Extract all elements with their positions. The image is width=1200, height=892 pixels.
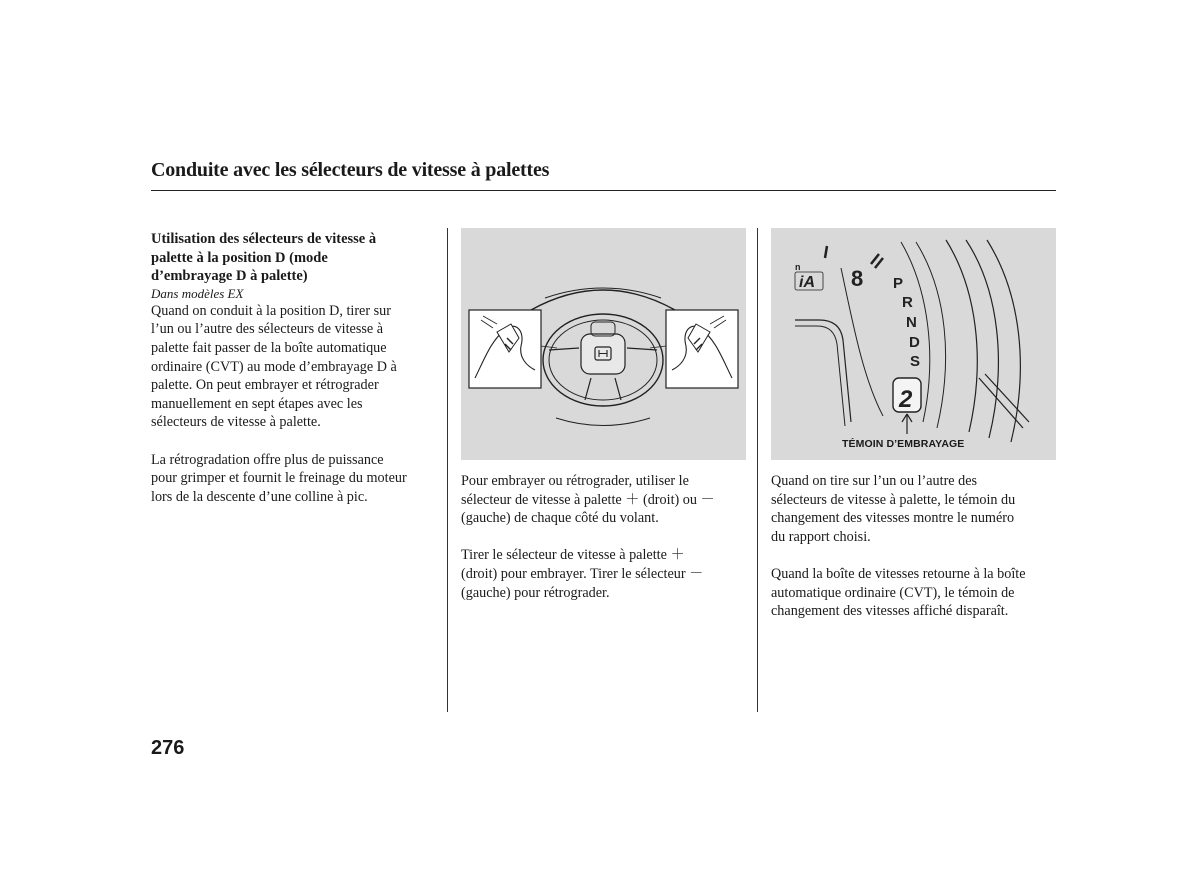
gauge-illustration — [771, 228, 1056, 460]
gear-n: N — [906, 314, 917, 331]
model-note: Dans modèles EX — [151, 285, 244, 301]
page-title: Conduite avec les sélecteurs de vitesse à palettes — [151, 159, 550, 181]
right-column — [771, 472, 1061, 621]
left-column — [151, 230, 441, 506]
column-divider-right — [757, 228, 758, 712]
middle-column — [461, 472, 751, 602]
section-heading: Utilisation des sélecteurs de vitesse à palette à la position D (mode d’embrayage D à palette) — [151, 231, 377, 285]
gauge-speed-digit: 8 — [851, 266, 864, 291]
column-divider-left — [447, 228, 448, 712]
left-paragraph-1: Quand on conduit à la position D, tirer sur l’un ou l’autre des sélecteurs de vitesse à palette fait passer de la boîte automatique ordinaire (CVT) au mode d’embrayage D à palette. On peut embrayer et rétrograder manuellement en sept étapes avec les sélecteurs de vitesse à palette. — [151, 302, 397, 431]
gauge-label-n: n — [795, 262, 801, 272]
gear-r: R — [902, 294, 913, 311]
gauge-caption: TÉMOIN D’EMBRAYAGE — [842, 438, 965, 450]
middle-paragraph-2: Tirer le sélecteur de vitesse à palette ＋ (droit) pour embrayer. Tirer le sélecteur － (gauche) pour rétrograder. — [461, 547, 704, 601]
right-paragraph-1: Quand on tire sur l’un ou l’autre des sélecteurs de vitesse à palette, le témoin du changement des vitesses montre le numéro du rapport choisi. — [771, 473, 1016, 545]
left-paragraph-2: La rétrogradation offre plus de puissance pour grimper et fournit le freinage du moteur lors de la descente d’une colline à pic. — [151, 451, 407, 505]
middle-paragraph-1: Pour embrayer ou rétrograder, utiliser le sélecteur de vitesse à palette ＋ (droit) ou － (gauche) de chaque côté du volant. — [461, 473, 715, 527]
gear-d: D — [909, 334, 920, 351]
steering-wheel-illustration — [461, 228, 746, 460]
shift-indicator-digit: 2 — [899, 386, 913, 413]
gauge-badge: iA — [799, 274, 815, 291]
gear-s: S — [910, 353, 921, 370]
right-paragraph-2: Quand la boîte de vitesses retourne à la boîte automatique ordinaire (CVT), le témoin de changement des vitesses affiché disparaît. — [771, 565, 1026, 620]
title-rule — [151, 190, 1056, 191]
steering-wheel-drawing — [461, 228, 746, 460]
gauge-drawing — [771, 228, 1056, 460]
gear-p: P — [893, 275, 904, 292]
page-number: 276 — [151, 737, 185, 759]
